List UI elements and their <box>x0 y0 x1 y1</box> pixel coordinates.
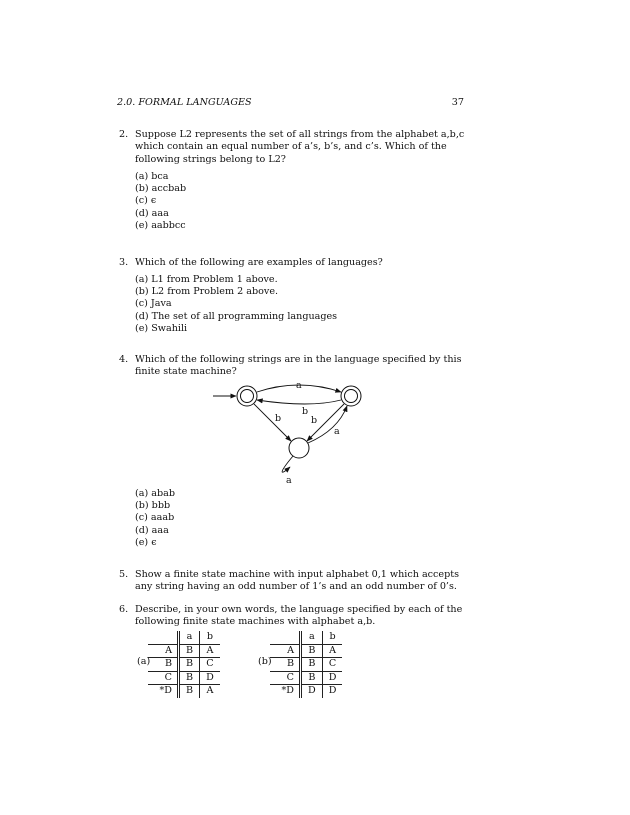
label-right-bottom: b <box>311 415 318 426</box>
question-text: Which of the following are examples of languages? <box>135 257 383 268</box>
question-5 <box>119 569 469 594</box>
question-number: 6. <box>119 604 129 615</box>
table-cell: C <box>148 671 179 685</box>
label-bottom-right: a <box>334 426 340 437</box>
table-cell: C <box>200 658 220 672</box>
option: (e) Swahili <box>135 322 188 334</box>
table-a-label: (a) <box>137 656 151 667</box>
question-number: 2. <box>119 129 129 140</box>
option: (d) The set of all programming languages <box>135 310 338 322</box>
question-text: Which of the following strings are in the language specified by this finite state machine? <box>135 354 462 378</box>
table-cell: C <box>270 671 301 685</box>
state-bottom <box>289 438 309 458</box>
table-b-label: (b) <box>258 656 272 667</box>
table-cell: B <box>301 644 323 658</box>
option: (e) aabbcc <box>135 219 186 231</box>
question-text: Show a finite state machine with input alphabet 0,1 which accepts any string having an odd number of 1’s and an odd number of 0’s. <box>135 569 460 593</box>
option: (b) bbb <box>135 500 171 512</box>
transition-table-a <box>148 631 220 698</box>
table-header-row <box>270 631 342 644</box>
option: (a) abab <box>135 488 175 499</box>
table-cell: a <box>179 631 200 644</box>
table-cell: D <box>301 685 323 698</box>
state-right-accept <box>341 386 361 406</box>
table-cell: B <box>301 658 323 672</box>
edge-left-bottom <box>254 404 291 441</box>
q4-options <box>135 488 175 549</box>
question-number: 3. <box>119 257 129 268</box>
question-6 <box>119 604 469 629</box>
option: (e) ϵ <box>135 536 157 548</box>
label-right-left: b <box>302 406 309 417</box>
table-cell: A <box>322 644 342 658</box>
table-row <box>148 644 220 658</box>
table-cell: B <box>301 671 323 685</box>
option: (c) ϵ <box>135 195 157 207</box>
table-cell: a <box>301 631 323 644</box>
table-row <box>148 671 220 685</box>
table-cell <box>270 631 301 644</box>
state-left-accept <box>237 386 257 406</box>
section-title: 2.0. FORMAL LANGUAGES <box>117 97 252 108</box>
table-cell: C <box>322 658 342 672</box>
table-cell: *D <box>148 685 179 698</box>
option: (b) accbab <box>135 183 187 195</box>
question-number: 4. <box>119 354 129 365</box>
table-row <box>270 671 342 685</box>
table-cell: A <box>200 644 220 658</box>
table-cell: D <box>328 685 337 696</box>
table-row <box>270 685 342 698</box>
table-row <box>148 658 220 672</box>
question-text: Describe, in your own words, the language specified by each of the following finite state machines with alphabet a,b. <box>135 604 463 628</box>
edge-bottom-self <box>282 456 293 472</box>
table-cell: b <box>200 631 220 644</box>
question-number: 5. <box>119 569 129 580</box>
table-cell: *D <box>270 685 301 698</box>
table-cell: b <box>322 631 342 644</box>
label-left-right: a <box>296 380 302 391</box>
option: (d) aaa <box>135 524 169 536</box>
table-cell: D <box>322 671 342 685</box>
transition-table-b <box>270 631 342 698</box>
option: (b) L2 from Problem 2 above. <box>135 286 279 298</box>
table-cell: B <box>270 658 301 672</box>
option: (d) aaa <box>135 207 169 219</box>
table-cell: B <box>179 658 200 672</box>
option: (c) aaab <box>135 512 175 524</box>
table-cell: A <box>148 644 179 658</box>
table-cell: B <box>148 658 179 672</box>
table-cell <box>148 631 179 644</box>
edge-right-left <box>257 400 341 404</box>
table-cell: D <box>200 671 220 685</box>
table-cell: A <box>206 685 214 696</box>
table-cell: B <box>179 671 200 685</box>
label-bottom-self: a <box>286 475 292 486</box>
table-cell: B <box>179 685 200 698</box>
table-header-row <box>148 631 220 644</box>
table-cell: B <box>179 644 200 658</box>
option: (a) bca <box>135 171 169 182</box>
option: (a) L1 from Problem 1 above. <box>135 274 278 285</box>
option: (c) Java <box>135 298 172 310</box>
page-number: 37 <box>451 97 464 108</box>
table-row <box>270 644 342 658</box>
question-text: Suppose L2 represents the set of all strings from the alphabet a,b,c which contain an equal number of a’s, b’s, and c’s. Which of the following strings belong to L2? <box>135 129 465 165</box>
table-row <box>148 685 220 698</box>
table-row <box>270 658 342 672</box>
label-left-bottom: b <box>275 413 282 424</box>
table-cell: A <box>270 644 301 658</box>
